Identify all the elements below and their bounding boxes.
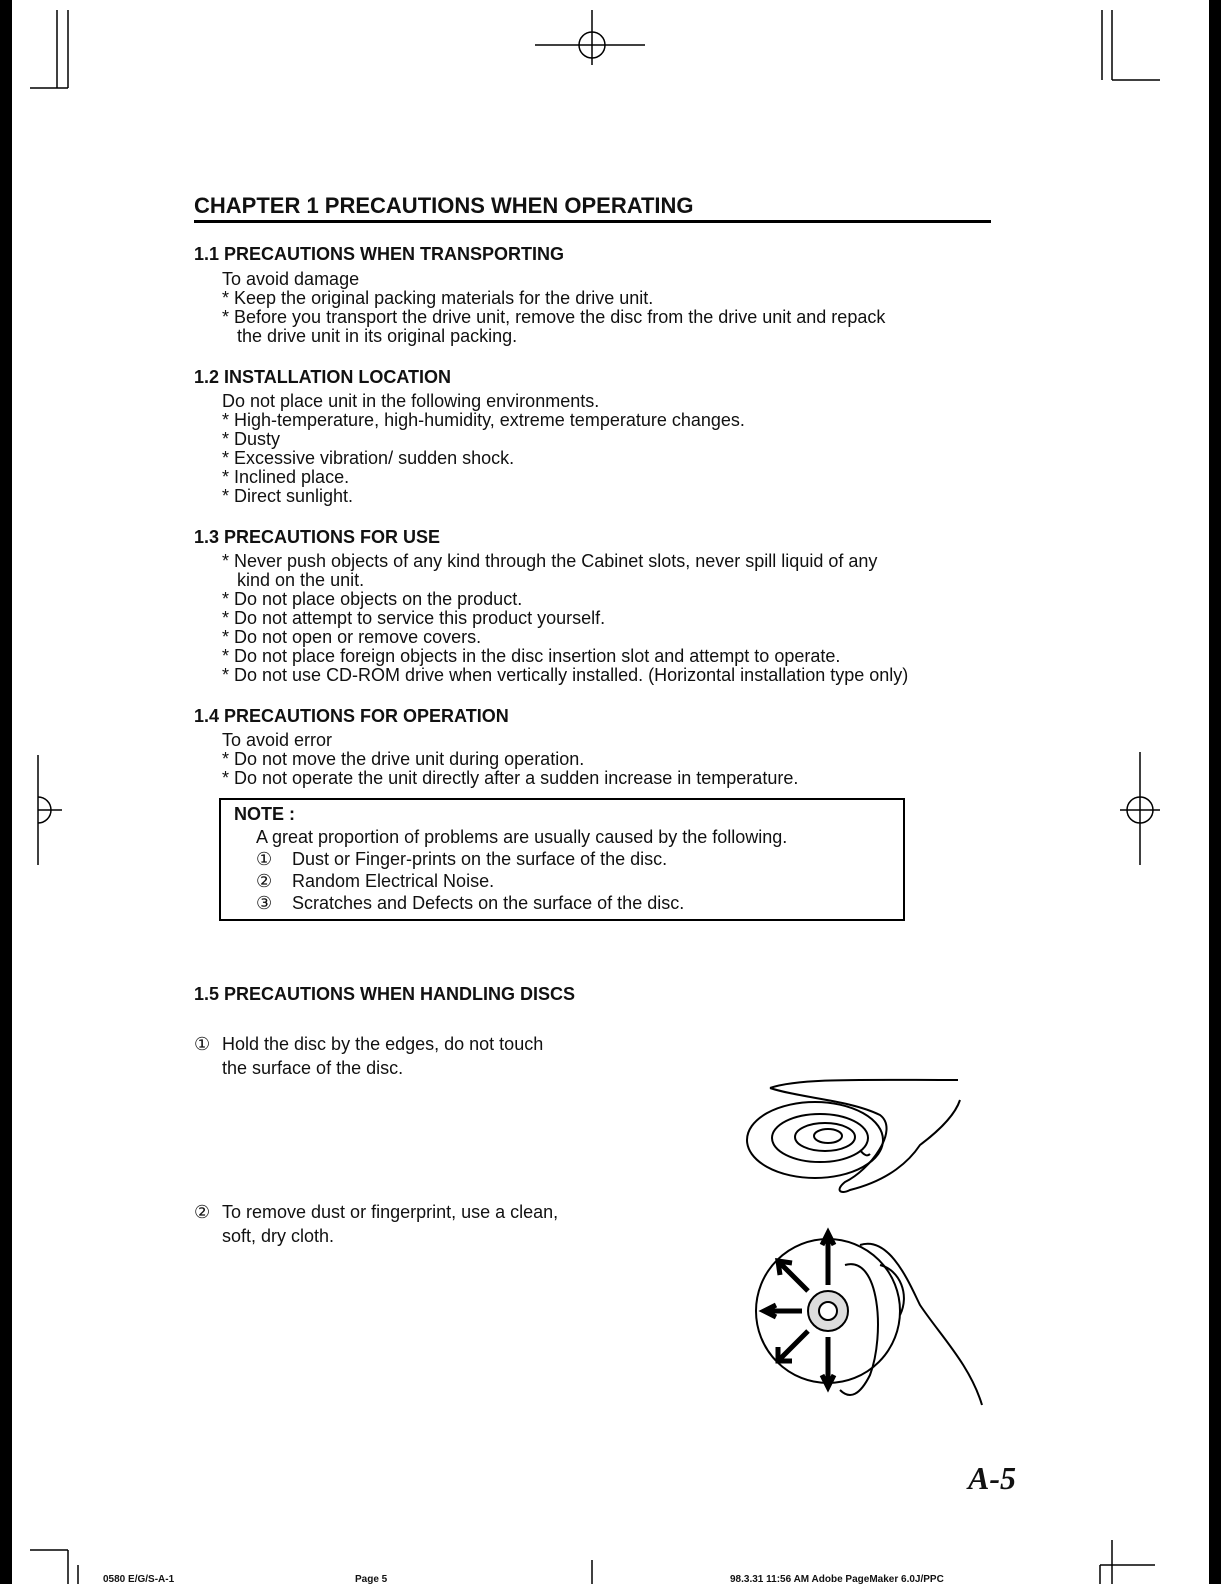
- section-body: [222, 731, 798, 788]
- section-heading: 1.2 INSTALLATION LOCATION: [194, 367, 451, 387]
- note-label: NOTE :: [234, 804, 295, 824]
- bullet-item: * Direct sunlight.: [222, 486, 354, 506]
- text-line: Do not place unit in the following environments.: [222, 391, 600, 411]
- bullet-item: * Do not use CD-ROM drive when vertically installed. (Horizontal installation type only): [222, 665, 909, 685]
- bullet-continuation: kind on the unit.: [237, 570, 365, 590]
- text-line: To avoid damage: [222, 269, 360, 289]
- section-body: [222, 552, 908, 685]
- bullet-item: * Never push objects of any kind through the Cabinet slots, never spill liquid of any: [222, 551, 878, 571]
- chapter-title: CHAPTER 1 PRECAUTIONS WHEN OPERATING: [194, 193, 694, 218]
- section-body: [222, 270, 885, 346]
- section-heading: 1.1 PRECAUTIONS WHEN TRANSPORTING: [194, 244, 565, 264]
- note-item: ③ Scratches and Defects on the surface of the disc.: [256, 893, 685, 913]
- disc-item: ① Hold the disc by the edges, do not touch the surface of the disc.: [194, 1034, 544, 1078]
- hand-holding-disc-illustration: [740, 1070, 970, 1195]
- bullet-item: * Before you transport the drive unit, remove the disc from the drive unit and repack: [222, 307, 886, 327]
- bullet-item: * Inclined place.: [222, 467, 350, 487]
- bullet-item: * Do not attempt to service this product yourself.: [222, 608, 606, 628]
- disc-item: ② To remove dust or fingerprint, use a clean, soft, dry cloth.: [194, 1202, 559, 1246]
- bullet-continuation: the drive unit in its original packing.: [237, 326, 518, 346]
- note-item: ① Dust or Finger-prints on the surface of the disc.: [256, 849, 668, 869]
- bullet-item: * Do not place foreign objects in the disc insertion slot and attempt to operate.: [222, 646, 841, 666]
- bullet-item: * Do not move the drive unit during operation.: [222, 749, 585, 769]
- note-item: ② Random Electrical Noise.: [256, 871, 495, 891]
- bullet-item: * Excessive vibration/ sudden shock.: [222, 448, 515, 468]
- section-heading: 1.4 PRECAUTIONS FOR OPERATION: [194, 706, 509, 726]
- bullet-item: * Dusty: [222, 429, 281, 449]
- footer-middle: Page 5: [355, 1574, 388, 1585]
- wiping-disc-illustration: [750, 1225, 990, 1410]
- text-line: To avoid error: [222, 730, 333, 750]
- footer-left: 0580 E/G/S-A-1: [103, 1574, 175, 1585]
- note-intro: A great proportion of problems are usually caused by the following.: [256, 827, 788, 847]
- page-number: A-5: [968, 1460, 1016, 1496]
- bullet-item: * High-temperature, high-humidity, extreme temperature changes.: [222, 410, 745, 430]
- title-rule: [194, 220, 991, 223]
- footer-right: 98.3.31 11:56 AM Adobe PageMaker 6.0J/PPC: [730, 1574, 944, 1585]
- note-body: [256, 826, 787, 914]
- bullet-item: * Do not open or remove covers.: [222, 627, 482, 647]
- bullet-item: * Do not place objects on the product.: [222, 589, 523, 609]
- bullet-item: * Keep the original packing materials for the drive unit.: [222, 288, 654, 308]
- section-heading: 1.3 PRECAUTIONS FOR USE: [194, 527, 441, 547]
- section-body: [222, 392, 745, 506]
- bullet-item: * Do not operate the unit directly after a sudden increase in temperature.: [222, 768, 799, 788]
- section-heading: 1.5 PRECAUTIONS WHEN HANDLING DISCS: [194, 984, 576, 1004]
